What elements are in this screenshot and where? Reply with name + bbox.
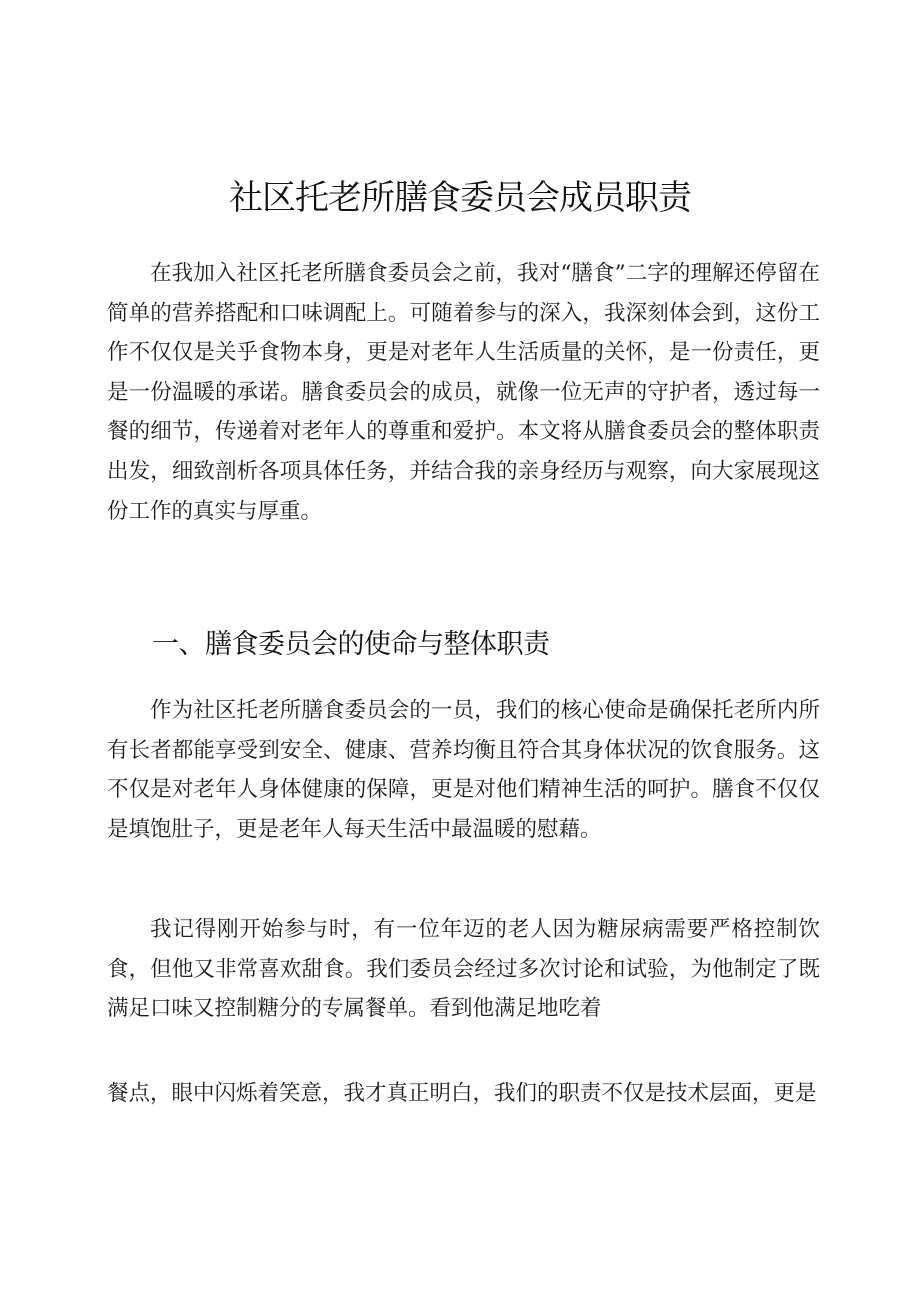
body-paragraph-continued: 餐点，眼中闪烁着笑意，我才真正明白，我们的职责不仅是技术层面，更是 <box>107 1081 817 1106</box>
intro-paragraph: 在我加入社区托老所膳食委员会之前，我对“膳食”二字的理解还停留在简单的营养搭配和口味调配上。可随着参与的深入，我深刻体会到，这份工作不仅仅是关乎食物本身，更是对老年人生活质量的关怀，是一份责任，更是一份温暖的承诺。膳食委员会的成员，就像一位无声的守护者，透过每一餐的细节，传递着对老年人的尊重和爱护。本文将从膳食委员会的整体职责出发，细致剖析各项具体任务，并结合我的亲身经历与观察，向大家展现这份工作的真实与厚重。 <box>107 261 820 524</box>
section-heading: 一、膳食委员会的使命与整体职责 <box>152 629 550 660</box>
body-paragraph: 作为社区托老所膳食委员会的一员，我们的核心使命是确保托老所内所有长者都能享受到安全、健康、营养均衡且符合其身体状况的饮食服务。这不仅是对老年人身体健康的保障，更是对他们精神生活的呵护。膳食不仅仅是填饱肚子，更是老年人每天生活中最温暖的慰藉。 <box>107 698 820 842</box>
document-title: 社区托老所膳食委员会成员职责 <box>229 178 691 218</box>
body-paragraph: 我记得刚开始参与时，有一位年迈的老人因为糖尿病需要严格控制饮食，但他又非常喜欢甜食。我们委员会经过多次讨论和试验，为他制定了既满足口味又控制糖分的专属餐单。看到他满足地吃着 <box>107 917 820 1022</box>
